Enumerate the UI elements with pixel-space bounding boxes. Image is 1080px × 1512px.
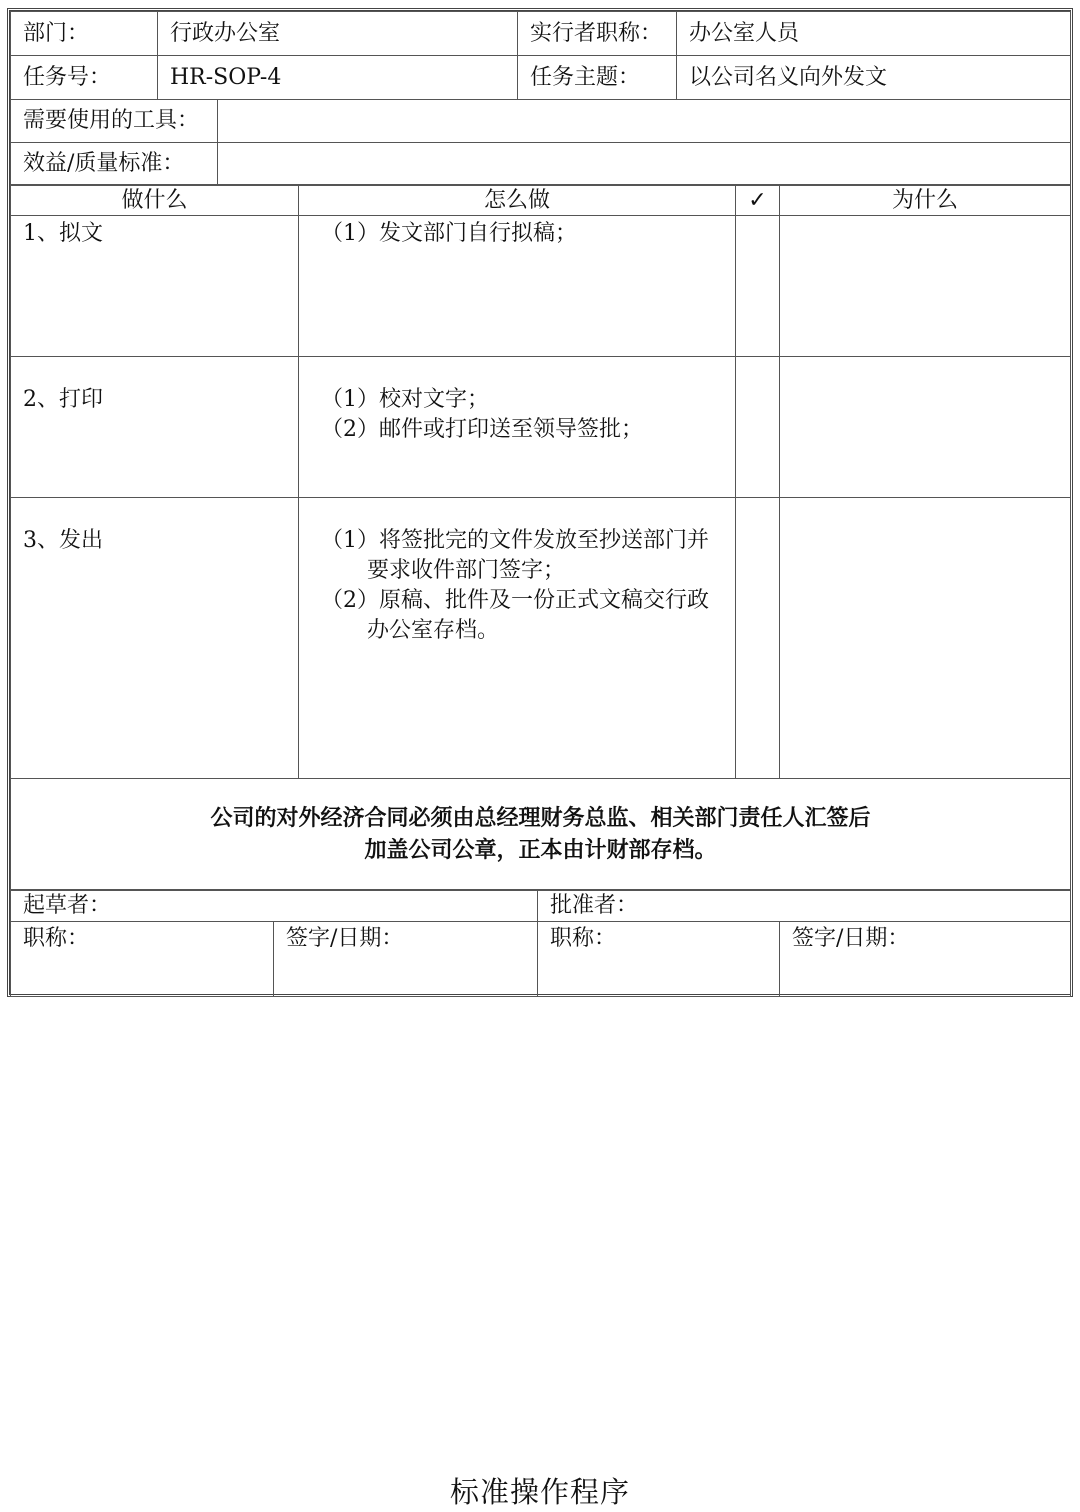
topic-label: 任务主题： bbox=[518, 56, 677, 100]
approver-label: 批准者： bbox=[538, 891, 1071, 922]
drafter-label: 起草者： bbox=[11, 891, 538, 922]
step-how-item: （2）原稿、批件及一份正式文稿交行政办公室存档。 bbox=[321, 588, 709, 643]
steps-table bbox=[10, 185, 1071, 890]
drafter-sign-label: 签字/日期： bbox=[274, 922, 538, 997]
step-what: 1、拟文 bbox=[11, 216, 299, 357]
step-how-list bbox=[311, 219, 723, 249]
dept-label: 部门： bbox=[11, 12, 158, 56]
col-how-header: 怎么做 bbox=[299, 186, 736, 216]
note-cell bbox=[11, 779, 1071, 890]
signoff-table bbox=[10, 890, 1071, 997]
step-how-item: （1）将签批完的文件发放至抄送部门并要求收件部门签字； bbox=[321, 528, 709, 583]
task-no-label: 任务号： bbox=[11, 56, 158, 100]
step-why bbox=[780, 498, 1071, 779]
step-row bbox=[11, 216, 1071, 357]
step-check bbox=[736, 357, 780, 498]
role-value: 办公室人员 bbox=[677, 12, 1071, 56]
step-row bbox=[11, 498, 1071, 779]
step-how-item: （2）邮件或打印送至领导签批； bbox=[321, 417, 643, 442]
col-what-header: 做什么 bbox=[11, 186, 299, 216]
quality-value bbox=[218, 143, 1071, 185]
dept-value: 行政办公室 bbox=[158, 12, 518, 56]
header-table bbox=[10, 11, 1071, 185]
step-how-list bbox=[311, 526, 723, 646]
step-how-list bbox=[311, 385, 723, 445]
step-how-item: （1）发文部门自行拟稿； bbox=[321, 221, 577, 246]
note-line-1: 公司的对外经济合同必须由总经理财务总监、相关部门责任人汇签后 bbox=[210, 805, 871, 831]
col-why-header: 为什么 bbox=[780, 186, 1071, 216]
approver-sign-label: 签字/日期： bbox=[780, 922, 1071, 997]
step-row bbox=[11, 357, 1071, 498]
note-line-2: 加盖公司公章，正本由计财部存档。 bbox=[364, 837, 717, 863]
drafter-title-label: 职称： bbox=[11, 922, 274, 997]
step-what: 3、发出 bbox=[11, 498, 299, 779]
document-title: 标准操作程序 bbox=[449, 1475, 630, 1509]
step-why bbox=[780, 216, 1071, 357]
quality-label: 效益/质量标准： bbox=[11, 143, 218, 185]
tools-label: 需要使用的工具： bbox=[11, 100, 218, 143]
step-what: 2、打印 bbox=[11, 357, 299, 498]
step-check bbox=[736, 216, 780, 357]
role-label: 实行者职称： bbox=[518, 12, 677, 56]
step-check bbox=[736, 498, 780, 779]
sop-form bbox=[7, 8, 1073, 997]
step-how-item: （1）校对文字； bbox=[321, 387, 489, 412]
task-no-value: HR-SOP-4 bbox=[158, 56, 518, 100]
approver-title-label: 职称： bbox=[538, 922, 780, 997]
tools-value bbox=[218, 100, 1071, 143]
col-check-header: ✓ bbox=[736, 186, 780, 216]
topic-value: 以公司名义向外发文 bbox=[677, 56, 1071, 100]
step-why bbox=[780, 357, 1071, 498]
